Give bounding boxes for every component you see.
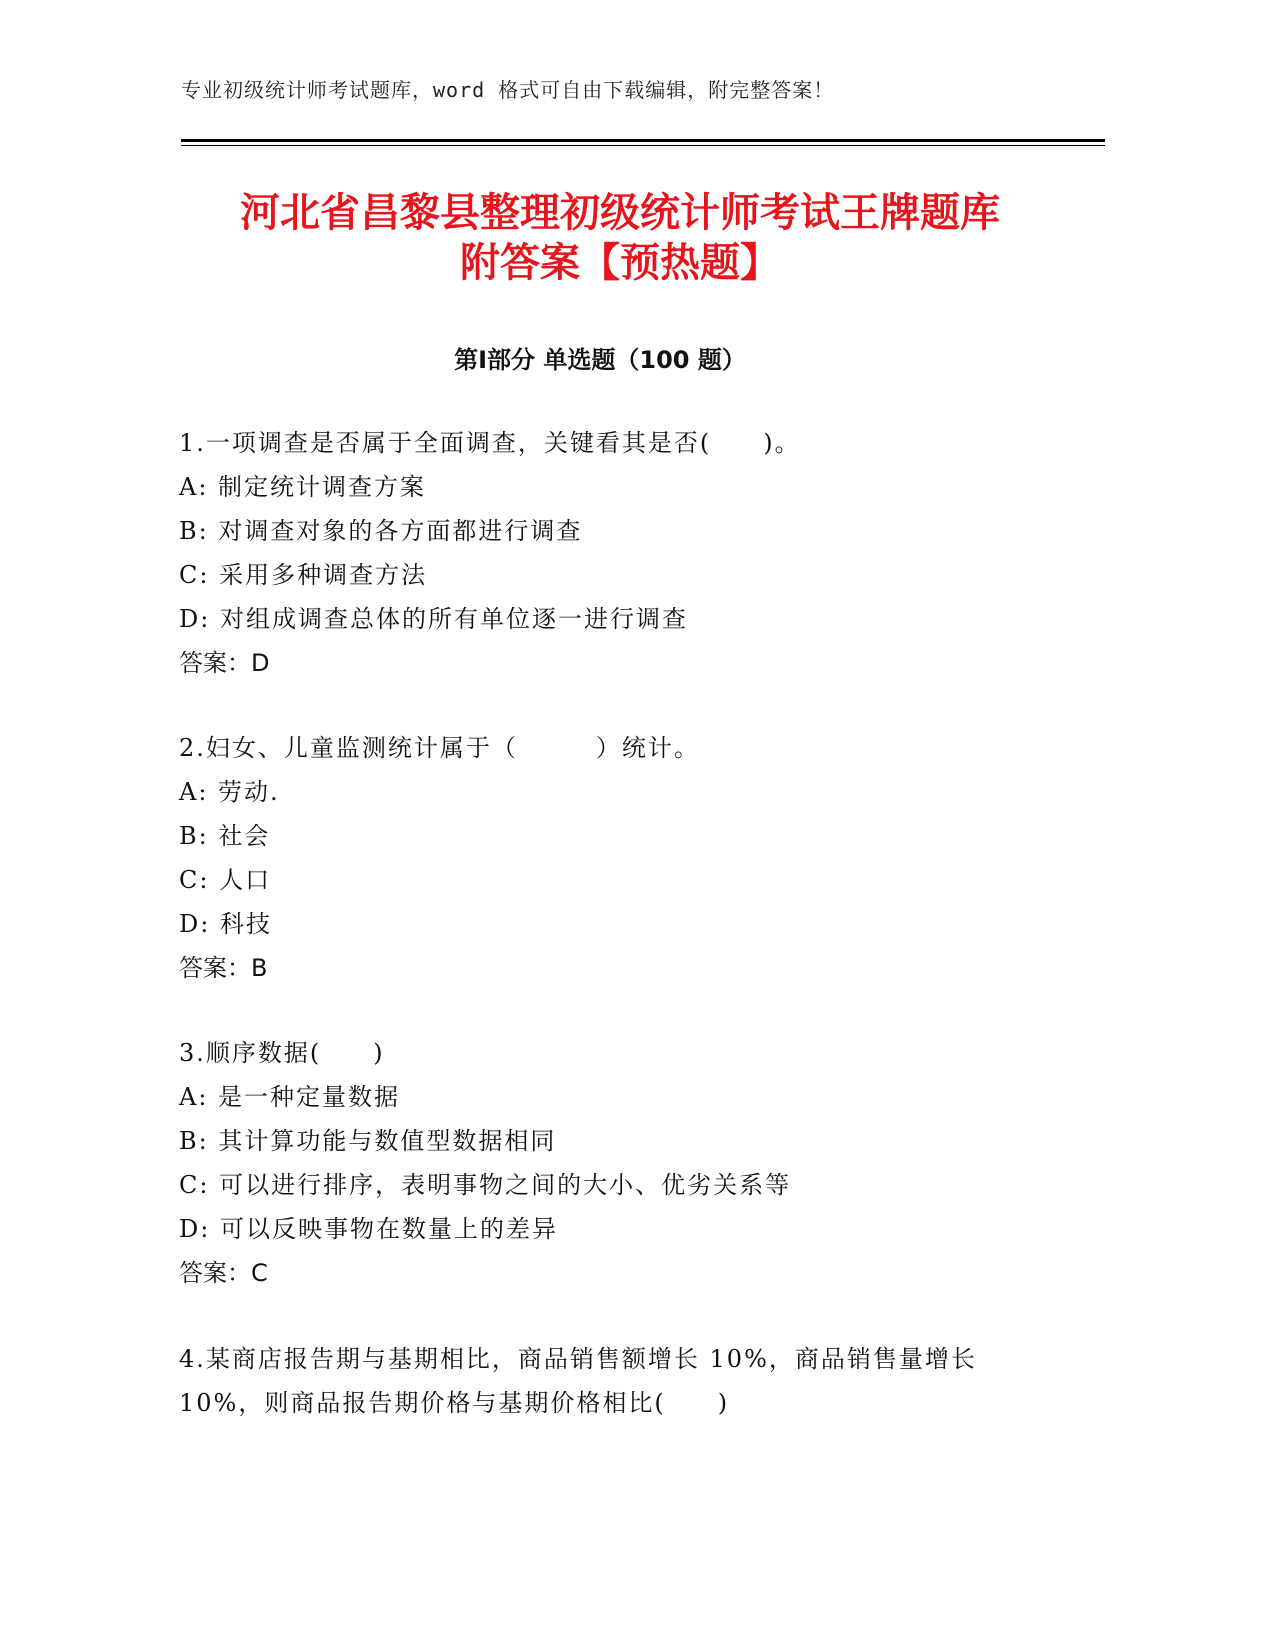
option-a: A: 劳动. [179,778,280,806]
option-b: B: 对调查对象的各方面都进行调查 [179,517,583,545]
option-a: A: 制定统计调查方案 [179,473,427,501]
answer: 答案：C [179,1259,268,1287]
document-title-line-1: 河北省昌黎县整理初级统计师考试王牌题库 [240,190,1000,236]
answer: 答案：D [179,649,270,677]
option-b: B: 其计算功能与数值型数据相同 [179,1127,557,1155]
option-d: D: 对组成调查总体的所有单位逐一进行调查 [179,605,688,633]
option-a: A: 是一种定量数据 [179,1083,401,1111]
question-stem: 1.一项调查是否属于全面调查，关键看其是否( )。 [179,429,801,457]
header-rule-thick [181,139,1105,142]
question-stem-line-1: 4.某商店报告期与基期相比，商品销售额增长 10%，商品销售量增长 [179,1345,977,1373]
option-c: C: 人口 [179,866,272,894]
question-1 [179,421,1039,685]
question-stem: 2.妇女、儿童监测统计属于（ ）统计。 [179,734,700,762]
question-2 [179,726,1039,990]
option-c: C: 采用多种调查方法 [179,561,428,589]
document-title-line-2: 附答案【预热题】 [460,240,780,286]
question-4 [179,1337,1039,1425]
option-c: C: 可以进行排序，表明事物之间的大小、优劣关系等 [179,1171,792,1199]
header-rule-thin [181,145,1105,146]
header-note: 专业初级统计师考试题库，word 格式可自由下载编辑，附完整答案！ [181,78,835,102]
section-heading: 第Ⅰ部分 单选题（100 题） [454,346,746,374]
document-title [150,188,1090,288]
option-d: D: 可以反映事物在数量上的差异 [179,1215,558,1243]
answer: 答案：B [179,954,268,982]
question-3 [179,1031,1039,1295]
option-d: D: 科技 [179,910,272,938]
option-b: B: 社会 [179,822,271,850]
question-stem-line-2: 10%，则商品报告期价格与基期价格相比( ) [179,1389,730,1417]
question-stem: 3.顺序数据( ) [179,1039,385,1067]
